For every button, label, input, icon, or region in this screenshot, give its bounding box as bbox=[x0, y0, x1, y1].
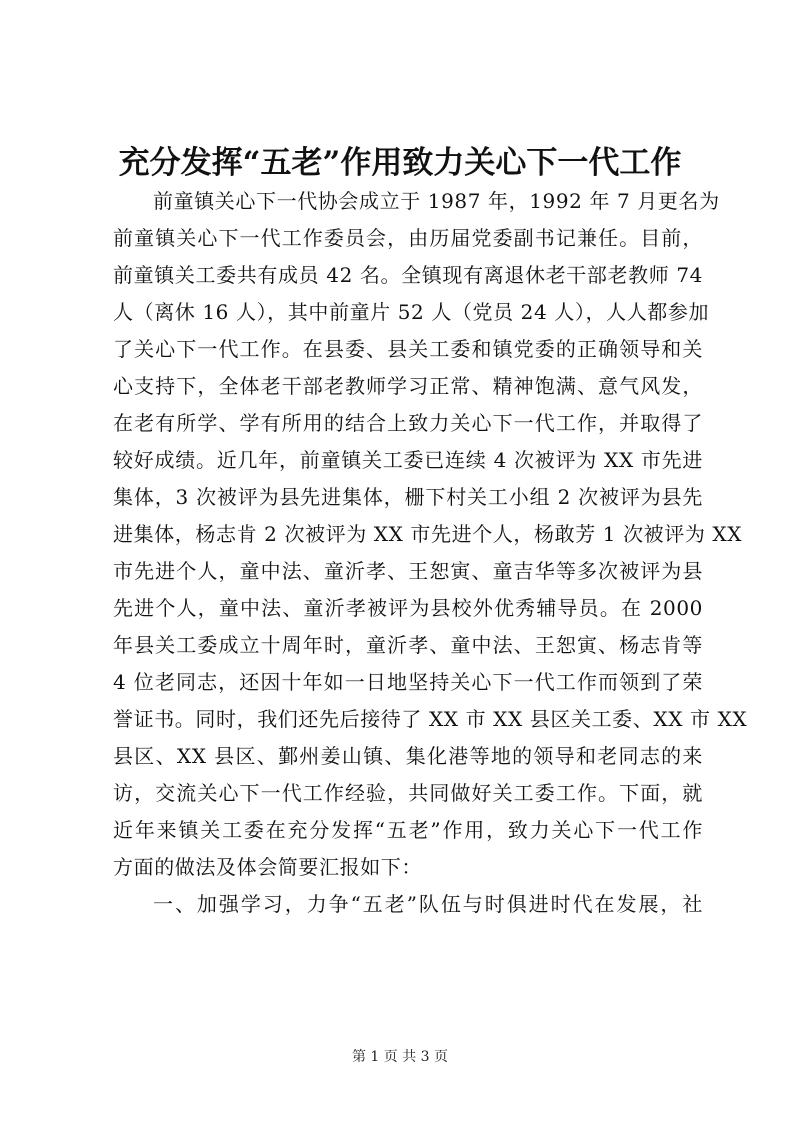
section-heading-line: 一、加强学习，力争“五老”队伍与时俱进时代在发展，社 bbox=[153, 892, 703, 916]
paragraph-line: 较好成绩。近几年，前童镇关工委已连续 4 次被评为 XX 市先进 bbox=[113, 448, 703, 472]
paragraph-line: 县区、XX 县区、鄞州姜山镇、集化港等地的领导和老同志的来 bbox=[113, 744, 703, 768]
paragraph-line: 人（离休 16 人），其中前童片 52 人（党员 24 人），人人都参加 bbox=[113, 300, 710, 324]
paragraph-line: 进集体，杨志肯 2 次被评为 XX 市先进个人，杨敢芳 1 次被评为 XX bbox=[113, 522, 743, 546]
document-title: 充分发挥“五老”作用致力关心下一代工作 bbox=[118, 145, 682, 181]
paragraph-line: 前童镇关心下一代工作委员会，由历届党委副书记兼任。目前， bbox=[113, 226, 703, 250]
page-number-footer: 第 1 页 共 3 页 bbox=[351, 1049, 449, 1065]
paragraph-line: 心支持下，全体老干部老教师学习正常、精神饱满、意气风发， bbox=[113, 374, 703, 398]
paragraph-line: 4 位老同志，还因十年如一日地坚持关心下一代工作而领到了荣 bbox=[113, 670, 703, 694]
paragraph-line: 先进个人，童中法、童沂孝被评为县校外优秀辅导员。在 2000 bbox=[113, 596, 703, 620]
paragraph-line: 了关心下一代工作。在县委、县关工委和镇党委的正确领导和关 bbox=[113, 337, 703, 361]
paragraph-line: 誉证书。同时，我们还先后接待了 XX 市 XX 县区关工委、XX 市 XX bbox=[113, 707, 748, 731]
paragraph-line: 在老有所学、学有所用的结合上致力关心下一代工作，并取得了 bbox=[113, 411, 703, 435]
paragraph-line: 年县关工委成立十周年时，童沂孝、童中法、王恕寅、杨志肯等 bbox=[113, 633, 703, 657]
paragraph-line: 访，交流关心下一代工作经验，共同做好关工委工作。下面，就 bbox=[113, 781, 703, 805]
paragraph-line: 集体，3 次被评为县先进集体，栅下村关工小组 2 次被评为县先 bbox=[113, 485, 703, 509]
paragraph-line: 方面的做法及体会简要汇报如下： bbox=[113, 855, 422, 879]
paragraph-line: 市先进个人，童中法、童沂孝、王恕寅、童吉华等多次被评为县 bbox=[113, 559, 703, 583]
document-body bbox=[113, 183, 748, 923]
paragraph-line: 前童镇关心下一代协会成立于 1987 年，1992 年 7 月更名为 bbox=[153, 189, 720, 213]
paragraph-line: 近年来镇关工委在充分发挥“五老”作用，致力关心下一代工作 bbox=[113, 818, 703, 842]
paragraph-line: 前童镇关工委共有成员 42 名。全镇现有离退休老干部老教师 74 bbox=[113, 263, 703, 287]
